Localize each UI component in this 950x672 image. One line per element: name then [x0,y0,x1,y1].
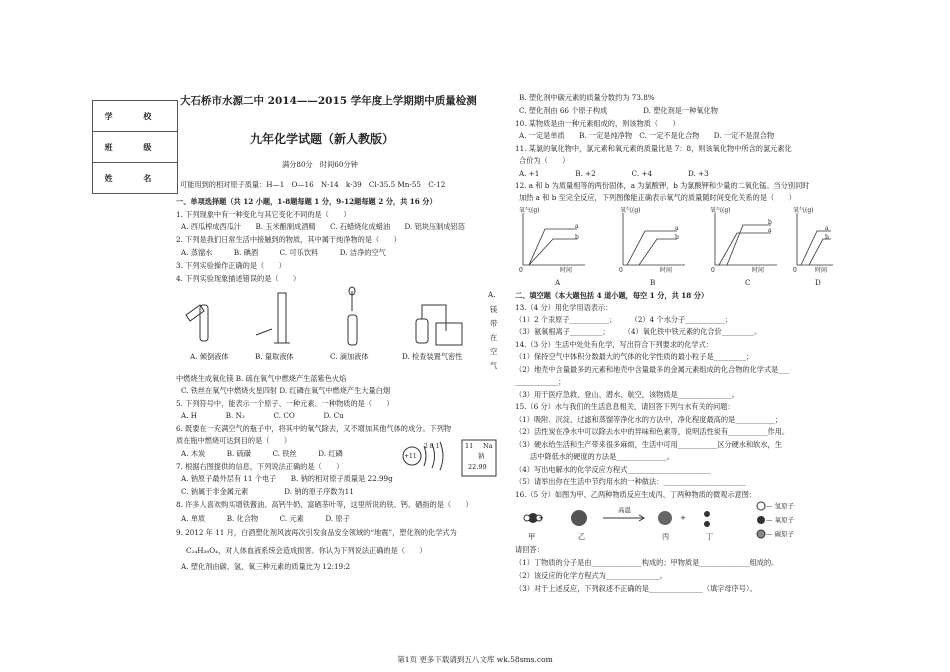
q3-label-b: B. 量取液体 [255,352,294,361]
graph-b-a: a [675,225,679,232]
page-footer: 第1页 更多下载请到五八文库 wk.58sms.com [397,655,553,664]
atomic-mass: 可能用到的相对原子质量：H—1 O—16 N-14 k-39 Cl-35.5 Mn-55 C-12 [180,180,446,189]
graph-a-xlabel: 时间 [560,267,573,274]
q-right2-9: 15.（6 分）水与我们的生活息息相关，请回答下列与水有关的问题： [515,402,735,411]
q-right2-12: （3）硬水给生活和生产带来很多麻烦，生活中可用___________区分硬水和软水，生 [515,440,782,449]
q-right2-14: （4）写出电解水的化学反应方程式_______________________ [515,465,711,474]
q-left-20: C₂₄H₃₈O₄，对人体血液系统会造成损害。你认为下列说法正确的是（ ） [186,546,427,555]
label-jia: 甲 [528,532,536,541]
micro-reaction-diagram [515,500,845,545]
q-right2-1: 13.（4 分）用化学用语表示： [515,303,613,312]
element-number: 11 [465,442,474,450]
q-left-13: A. 木炭 B. 硫磺 C. 铁丝 D. 红磷 [181,449,343,458]
score-time: 满分80分 时间60分钟 [282,160,358,169]
q-left-2: A. 西瓜榨成西瓜汁 B. 玉米酿制成酒精 C. 石蜡烧化成蜡油 D. 铝块压制成铝箔 [181,222,465,231]
element-mass: 22.99 [468,463,487,471]
q-right2-10: （1）吸附、沉淀、过滤和蒸馏等净化水的方法中，净化程度最高的是___________； [515,415,782,424]
atom-shells: 2 8 1 [424,443,440,450]
q-left-21: A. 塑化剂由碳、氢、氧三种元素的质量比为 12:19:2 [181,562,351,571]
graph-a-a: a [575,223,579,230]
q-right2-2: （1）2 个汞原子___________； （2）4 个水分子___________； [515,315,732,324]
graph-b-origin: 0 [619,267,623,274]
graph-a-origin: 0 [519,267,523,274]
q-right2-7: ____________； [515,377,566,386]
legend-c: — 碳原子 [766,530,795,538]
name-cell: 姓 名 [93,163,178,194]
label-yi: 乙 [578,532,586,541]
graph-label-c: C [745,278,751,287]
q-left-12: 质在瓶中燃烧可达到目的是（ ） [176,436,292,445]
graph-c-xlabel: 时间 [752,267,765,274]
graph-c-a: a [768,227,772,234]
graph-d-origin: 0 [793,267,797,274]
graph-c-b: b [768,219,772,226]
legend-h: — 氢原子 [766,502,795,510]
q-right2-3: （3）氨氧根离子_________； （4）氧化铁中铁元素的化合价_________。 [515,327,762,336]
q-right-4: 11. 某氯的氧化物中，氯元素和氧元素的质量比是 7：8，则该氧化物中所含的氯元素化 [515,144,792,153]
element-symbol: Na [483,442,493,450]
q-right2-6: （2）地壳中含量最多的元素和地壳中含量最多的金属元素组成的化合物的化学式是___ [515,365,790,374]
q-right-7: 12. a 和 b 为质量相等的两份固体，a 为氯酸钾，b 为氯酸钾和少量的二氧化锰。当分别同时 [515,181,810,190]
school-cell: 学 校 [93,101,178,132]
q-left-14: 7. 根据右图提供的信息，下列说法正确的是（ ） [176,462,344,471]
label-bing: 丙 [662,532,670,541]
graph-a-ylabel: 氧气(g) [519,207,540,214]
q-left-3: 2. 下列是我们日常生活中接触到的物质，其中属于纯净物的是（ ） [176,235,401,244]
q4-side-3: 在 [490,333,498,342]
q3-label-c: C. 滴加液体 [330,352,369,361]
q-right2-11: （2）活性炭在净水中可以除去水中的异味和色素等，说明活性炭有___________作用。 [515,427,790,436]
q-left-4: A. 蒸馏水 B. 碘酒 C. 可乐饮料 D. 洁净的空气 [181,248,386,257]
atom-nucleus: +11 [404,453,417,460]
graph-d-a: a [825,225,829,232]
exam-title: 大石桥市水源二中 2014——2015 学年度上学期期中质量检测 [180,95,477,107]
element-name: 钠 [478,452,485,460]
q-right2-0: 二、填空题（本大题包括 4 道小题，每空 1 分，共 18 分） [515,291,709,300]
q3-label-d: D. 检查装置气密性 [402,352,463,361]
graph-c-ylabel: 氧气(g) [710,207,731,214]
plus-2: + [680,513,687,522]
q-right-1: C. 塑化剂由 66 个原子构成 D. 塑化剂是一种氧化物 [519,106,718,115]
q-left-19: 9. 2012 年 11 月，白酒塑化剂风波再次引发食品安全领域的“地震”，塑化剂的化学式为 [176,528,457,537]
q3-label-a: A. 倾倒液体 [190,352,229,361]
q-left-16: C. 钠属于非金属元素 D. 钠的原子序数为11 [181,487,354,496]
exam-subtitle: 九年化学试题（新人教版） [250,132,395,146]
q-left-8: C. 铁丝在氧气中燃烧火星四射 D. 红磷在氧气中燃烧产生大量白烟 [181,386,391,395]
legend-o: — 氧原子 [766,516,795,524]
q-right3-3: （3）对于上述反应，下列叙述不正确的是_______________（填字母序号）。 [515,584,757,593]
q-right-5: 合价为（ ） [519,156,570,165]
q4-side-4: 空 [490,347,498,356]
q-left-11: 6. 既要在一充满空气的瓶子中，将其中的氧气除去，又不增加其他气体的成分。下列物 [176,424,452,433]
q-left-7: 中燃烧生成氧化镁 B. 硫在氧气中燃烧产生蓝紫色火焰 [176,374,347,383]
plus-1: + [538,513,545,522]
q-right2-8: （3）用于医疗急救、登山、潜水、航空，该物质是_______________。 [515,390,739,399]
graph-d-ylabel: 氧气(g) [793,207,814,214]
q-left-15: A. 钠原子最外层有 11 个电子 B. 钠的相对原子质量是 22.99g [181,474,393,483]
graph-label-d: D [815,278,821,287]
q-right2-16: 16.（5 分）如图为甲、乙两种物质反应生成丙、丁两种物质的微观示意图： [515,490,757,499]
label-ding: 丁 [706,532,714,541]
q-left-0: 一、单项选择题（共 12 小题，1-8题每题 1 分，9-12题每题 2 分，共 16 分） [176,197,437,206]
graph-label-a: A [555,278,561,287]
student-info-table [92,100,178,194]
graph-label-b: B [650,278,656,287]
graph-b-ylabel: 氧气(g) [620,207,641,214]
q3-apparatus-figure [178,285,478,353]
q-left-17: 8. 许多人喜欢购买增铁酱油、高钙牛奶、富硒茶叶等，这里所说的铁、钙、硒指的是（ ） [176,500,473,509]
q-right2-13: 活中降低水的硬度的方法是______________。 [530,452,674,461]
q-right2-5: （1）保持空气中体积分数最大的气体的化学性质的最小粒子是_________； [515,352,754,361]
class-cell: 班 级 [93,132,178,163]
q-right-8: 加热 a 和 b 至完全反应，下列图像能正确表示氧气的质量随时间变化关系的是（ ） [519,193,796,202]
q-right-6: A. +1 B. +2 C. +4 D. +3 [519,169,709,178]
q4-side-1: 镁 [490,305,498,314]
q-left-5: 3. 下列实验操作正确的是（ ） [176,261,286,270]
graph-d-xlabel: 时间 [815,267,828,274]
q-right2-4: 14.（3 分）生活中处处有化学，写出符合下列要求的化学式： [515,340,713,349]
q-right3-1: （1）丁物质的分子是由______________构成的；甲物质是______________组成的。 [515,558,779,567]
q-left-6: 4. 下列实验现象描述错误的是（ ） [176,274,301,283]
graph-d-b: b [825,234,829,241]
q-left-9: 5. 下列符号中，能表示一个原子、一种元素、一种物质的是（ ） [176,399,394,408]
q-left-18: A. 单质 B. 化合物 C. 元素 D. 原子 [181,514,350,523]
graph-b-b: b [675,234,679,241]
graph-a-b: b [575,234,579,241]
graph-b-xlabel: 时间 [660,267,673,274]
graph-c-origin: 0 [711,267,715,274]
q4-side-5: 气 [490,361,498,370]
q-left-10: A. H B. N₂ C. CO D. Cu [181,411,344,420]
q-right-0: B. 塑化剂中碳元素的质量分数约为 73.8% [519,93,655,102]
q4-side-0: A. [488,290,496,299]
q-left-1: 1. 下列现象中有一种变化与其它变化不同的是（ ） [176,210,351,219]
q-right3-0: 请回答： [515,545,544,554]
q-right3-2: （2）该反应的化学方程式为_______________。 [515,571,667,580]
q-right-3: A. 一定是单质 B. 一定是纯净物 C. 一定不是化合物 D. 一定不是混合物 [519,131,775,140]
q-right2-15: （5）请举出你在生活中节约用水的一种做法：_______________________ [515,477,746,486]
q4-side-2: 带 [490,319,498,328]
reaction-condition: 高温 [618,506,631,514]
q-right-2: 10. 某物质是由一种元素组成的，则该物质（ ） [515,119,680,128]
